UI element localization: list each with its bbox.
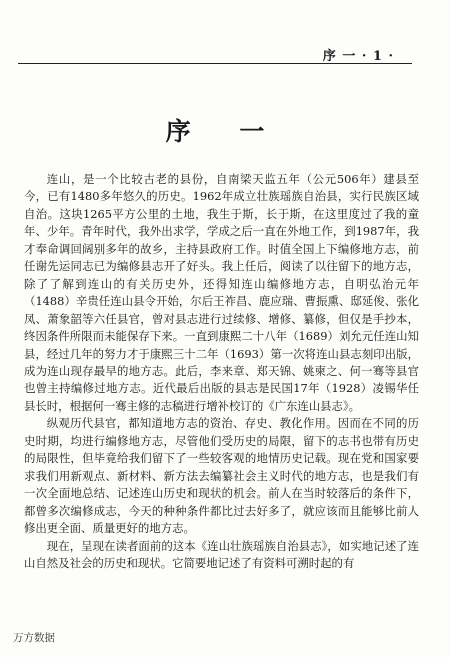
header-rule — [18, 63, 412, 64]
source-watermark: 万方数据 — [13, 632, 55, 644]
chapter-title: 序 一 — [165, 117, 285, 146]
body-text — [24, 171, 419, 572]
running-head: 序 一 · 1 · — [322, 49, 394, 64]
paragraph: 现在，呈现在读者面前的这本《连山壮族瑶族自治县志》，如实地记述了连山自然及社会的历史和现状。它简要地记述了有资料可溯时起的有 — [24, 538, 419, 570]
paragraph: 连山，是一个比较古老的县份，自南梁天监五年（公元506年）建县至今，已有1480多年悠久的历史。1962年成立壮族瑶族自治县，实行民族区域自治。这块1265平方公里的土地，我生于斯，长于斯，在这里度过了我的童年、少年。青年时代，我外出求学，学成之后一直在外地工作，到1987年，我才奉命调回阔别多年的故乡，主持县政府工作。时值全国上下编修地方志，前任谢先运同志已为编修县志开了好头。我上任后，阅读了以往留下的地方志，除了了解到连山的有关历史外，还得知连山编修地方志，自明弘治元年（1488）辛贵任连山县令开始，尔后王祚昌、鹿应瑞、曹振熏、邸延俊、张化凤、萧象韶等六任县官，曾对县志进行过续修、增修、纂修，但仅是手抄本，终因条件所限而未能保存下来。一直到康熙二十八年（1689）刘允元任连山知县，经过几年的努力才于康熙三十二年（1693）第一次将连山县志刻印出版，成为连山现存最早的地方志。此后，李来章、郑天锦、姚柬之、何一骞等县官也曾主持编修过地方志。近代最后出版的县志是民国17年（1928）凌锡华任县长时，根据何一骞主修的志稿进行增补校订的《广东连山县志》。 — [24, 172, 419, 413]
paragraph: 纵观历代县官，都知道地方志的资治、存史、教化作用。因而在不同的历史时期，均进行编修地方志，尽管他们受历史的局限，留下的志书也带有历史的局限性，但毕竟给我们留下了一些较客观的地情历史记载。现在党和国家要求我们用新观点、新材料、新方法去编纂社会主义时代的地方志，也是我们有一次全面地总结、记述连山历史和现状的机会。前人在当时较落后的条件下，都曾多次编修成志，今天的种种条件都比过去好多了，就应该而且能够比前人修出更全面、质量更好的地方志。 — [24, 416, 419, 536]
